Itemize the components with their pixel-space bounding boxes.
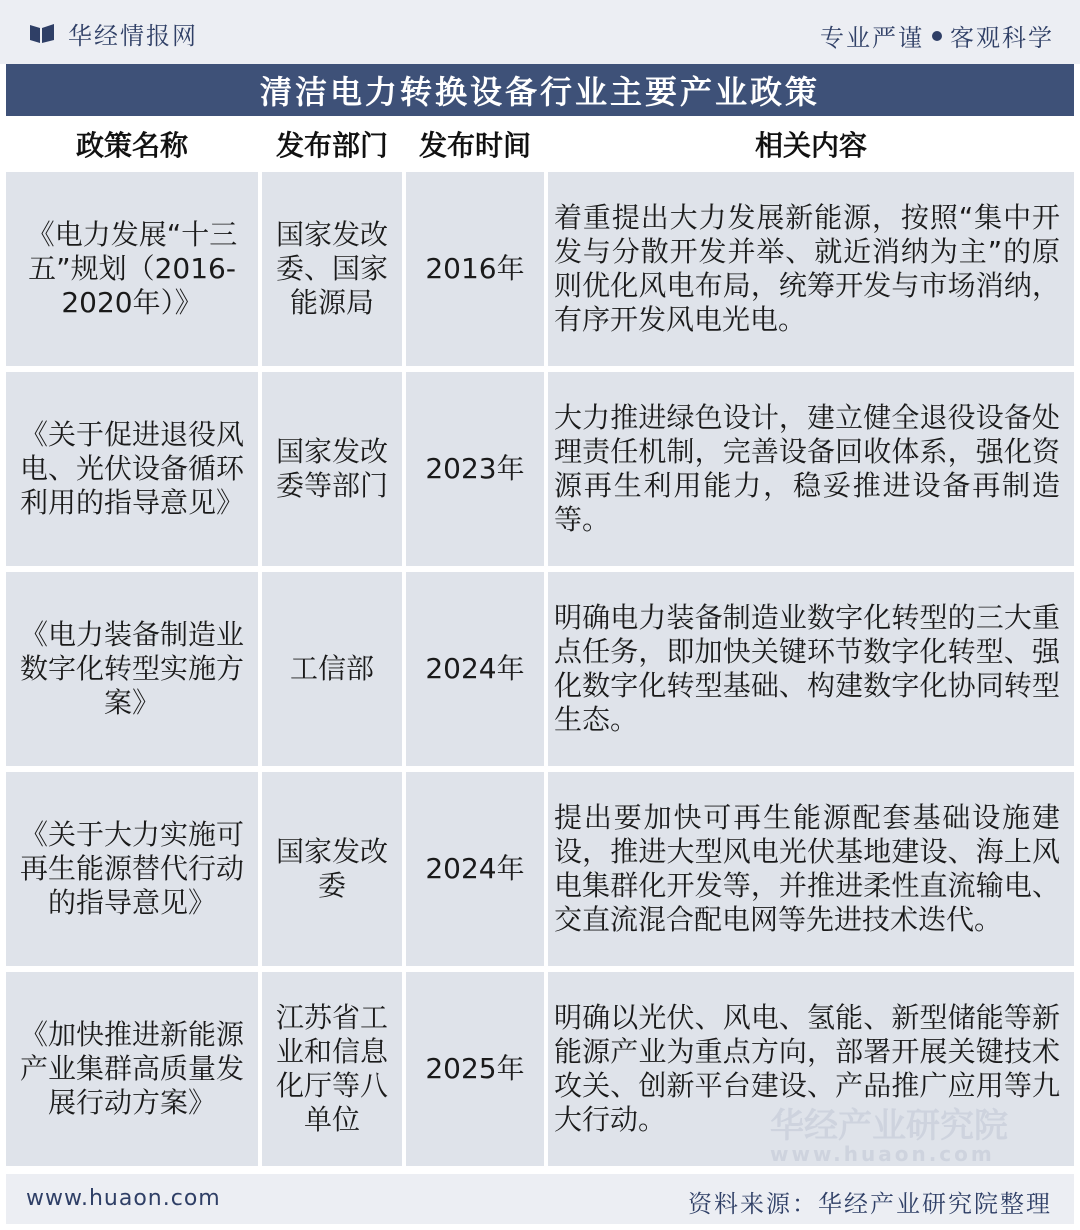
content-cell [548,572,1074,766]
footer-source: 资料来源：华经产业研究院整理 [688,1190,1052,1218]
date: 2024年 [425,852,525,885]
department: 国家发改委等部门 [275,435,388,502]
policy-name-cell [6,172,258,366]
date: 2023年 [425,452,525,485]
table-row [6,772,1074,972]
table-row [6,172,1074,372]
slogan-left: 专业严谨 [820,24,924,52]
footer-bar [6,1174,1074,1224]
table-row [6,972,1074,1172]
date-cell [406,972,544,1166]
date-cell [406,572,544,766]
column-header-content: 相关内容 [754,129,867,162]
content: 提出要加快可再生能源配套基础设施建设，推进大型风电光伏基地建设、海上风电集群化开发等，并推进柔性直流输电、交直流混合配电网等先进技术迭代。 [554,801,1060,936]
date-cell [406,372,544,566]
content-cell [548,972,1074,1166]
policy-name: 《加快推进新能源产业集群高质量发展行动方案》 [19,1018,244,1119]
table-row [6,572,1074,772]
content: 明确以光伏、风电、氢能、新型储能等新能源产业为重点方向，部署开展关键技术攻关、创新平台建设、产品推广应用等九大行动。 [554,1001,1060,1136]
department: 江苏省工业和信息化厅等八单位 [275,1001,388,1136]
slogan-dot-icon [932,31,942,41]
policy-name-cell [6,972,258,1166]
content-cell [548,372,1074,566]
column-header-date: 发布时间 [418,129,531,162]
date: 2024年 [425,652,525,685]
slogan-right: 客观科学 [950,24,1054,52]
content: 大力推进绿色设计，建立健全退役设备处理责任机制，完善设备回收体系，强化资源再生利用能力，稳妥推进设备再制造等。 [554,401,1060,536]
department-cell [262,772,402,966]
brand-book-icon [28,22,56,44]
content-cell [548,172,1074,366]
policy-name-cell [6,772,258,966]
date-cell [406,772,544,966]
brand-logo [28,18,198,48]
policy-name-cell [6,372,258,566]
department: 国家发改委 [275,835,388,902]
content: 明确电力装备制造业数字化转型的三大重点任务，即加快关键环节数字化转型、强化数字化转型基础、构建数字化协同转型生态。 [554,601,1060,736]
department-cell [262,572,402,766]
date: 2016年 [425,252,525,285]
department-cell [262,172,402,366]
date-cell [406,172,544,366]
policy-name: 《关于大力实施可再生能源替代行动的指导意见》 [19,818,244,919]
content: 着重提出大力发展新能源，按照“集中开发与分散开发并举、就近消纳为主”的原则优化风电布局，统筹开发与市场消纳，有序开发风电光电。 [554,201,1060,336]
date: 2025年 [425,1052,525,1085]
table-row [6,372,1074,572]
column-header-department: 发布部门 [275,129,388,162]
content-cell [548,772,1074,966]
department-cell [262,372,402,566]
policy-name-cell [6,572,258,766]
title-bar [6,64,1074,116]
policy-name: 《电力装备制造业数字化转型实施方案》 [19,618,244,719]
policy-name: 《关于促进退役风电、光伏设备循环利用的指导意见》 [19,418,244,519]
table-header [6,116,1074,172]
policy-name: 《电力发展“十三五”规划（2016-2020年）》 [26,218,238,319]
page-title: 清洁电力转换设备行业主要产业政策 [259,73,820,111]
department: 工信部 [289,652,374,685]
brand-name: 华经情报网 [68,21,198,50]
department-cell [262,972,402,1166]
top-bar [0,0,1080,64]
brand-slogan [820,18,1054,53]
footer-website: www.huaon.com [26,1186,221,1211]
department: 国家发改委、国家能源局 [275,218,388,319]
column-header-name: 政策名称 [75,129,188,162]
